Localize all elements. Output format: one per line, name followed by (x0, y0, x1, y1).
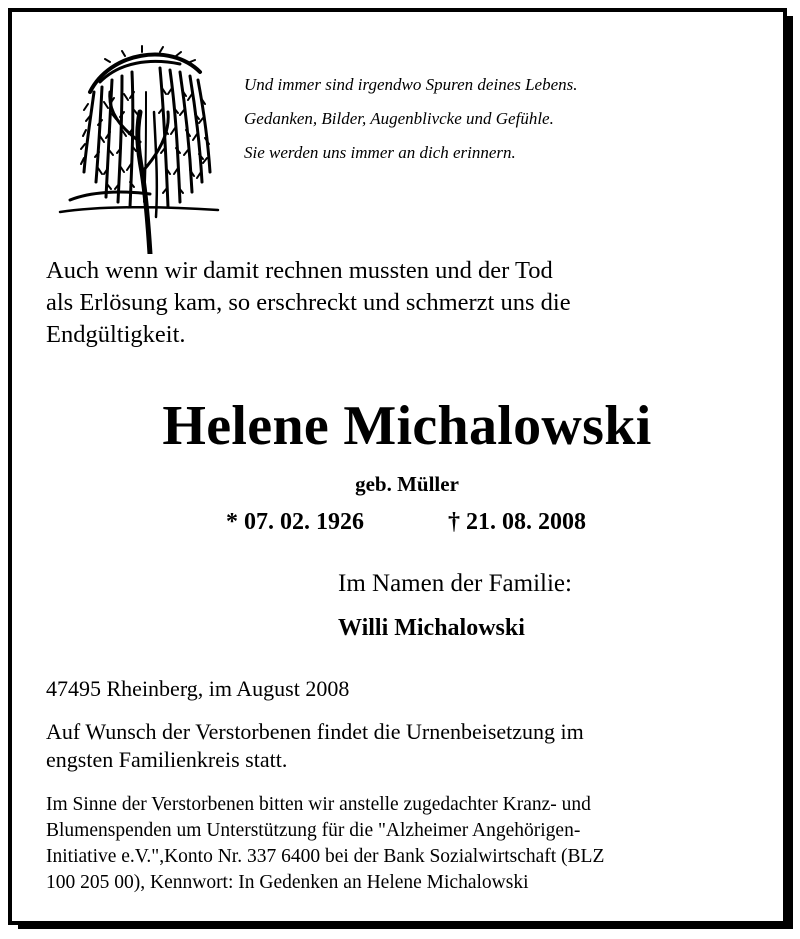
intro-text (46, 255, 746, 351)
donation-line: Blumenspenden um Unterstützung für die "Alzheimer Angehörigen- (46, 820, 581, 841)
birth-date: * 07. 02. 1926 (226, 509, 364, 535)
poem (244, 68, 784, 170)
poem-line: Gedanken, Bilder, Augenblivcke und Gefühle. (244, 109, 554, 128)
donation-line: Initiative e.V.",Konto Nr. 337 6400 bei der Bank Sozialwirtschaft (BLZ (46, 846, 605, 867)
obituary-card (8, 8, 787, 925)
family-label: Im Namen der Familie: (338, 570, 572, 597)
intro-line: als Erlösung kam, so erschreckt und schmerzt uns die (46, 289, 571, 316)
weeping-willow-icon (50, 32, 222, 254)
death-date: † 21. 08. 2008 (448, 509, 586, 535)
burial-notice-line: Auf Wunsch der Verstorbenen findet die Urnenbeisetzung im (46, 719, 584, 744)
donation-line: Im Sinne der Verstorbenen bitten wir anstelle zugedachter Kranz- und (46, 794, 591, 815)
burial-notice-line: engsten Familienkreis statt. (46, 747, 288, 772)
intro-line: Auch wenn wir damit rechnen mussten und der Tod (46, 257, 553, 284)
maiden-name: geb. Müller (355, 472, 459, 496)
donation-request (46, 792, 776, 896)
family-signatory: Willi Michalowski (338, 615, 525, 641)
intro-line: Endgültigkeit. (46, 321, 186, 348)
poem-line: Und immer sind irgendwo Spuren deines Lebens. (244, 75, 578, 94)
poem-line: Sie werden uns immer an dich erinnern. (244, 143, 516, 162)
burial-notice (46, 718, 766, 774)
deceased-name: Helene Michalowski (162, 395, 652, 457)
donation-line: 100 205 00), Kennwort: In Gedenken an Helene Michalowski (46, 872, 529, 893)
place-and-date: 47495 Rheinberg, im August 2008 (46, 676, 350, 701)
life-dates (12, 507, 800, 537)
